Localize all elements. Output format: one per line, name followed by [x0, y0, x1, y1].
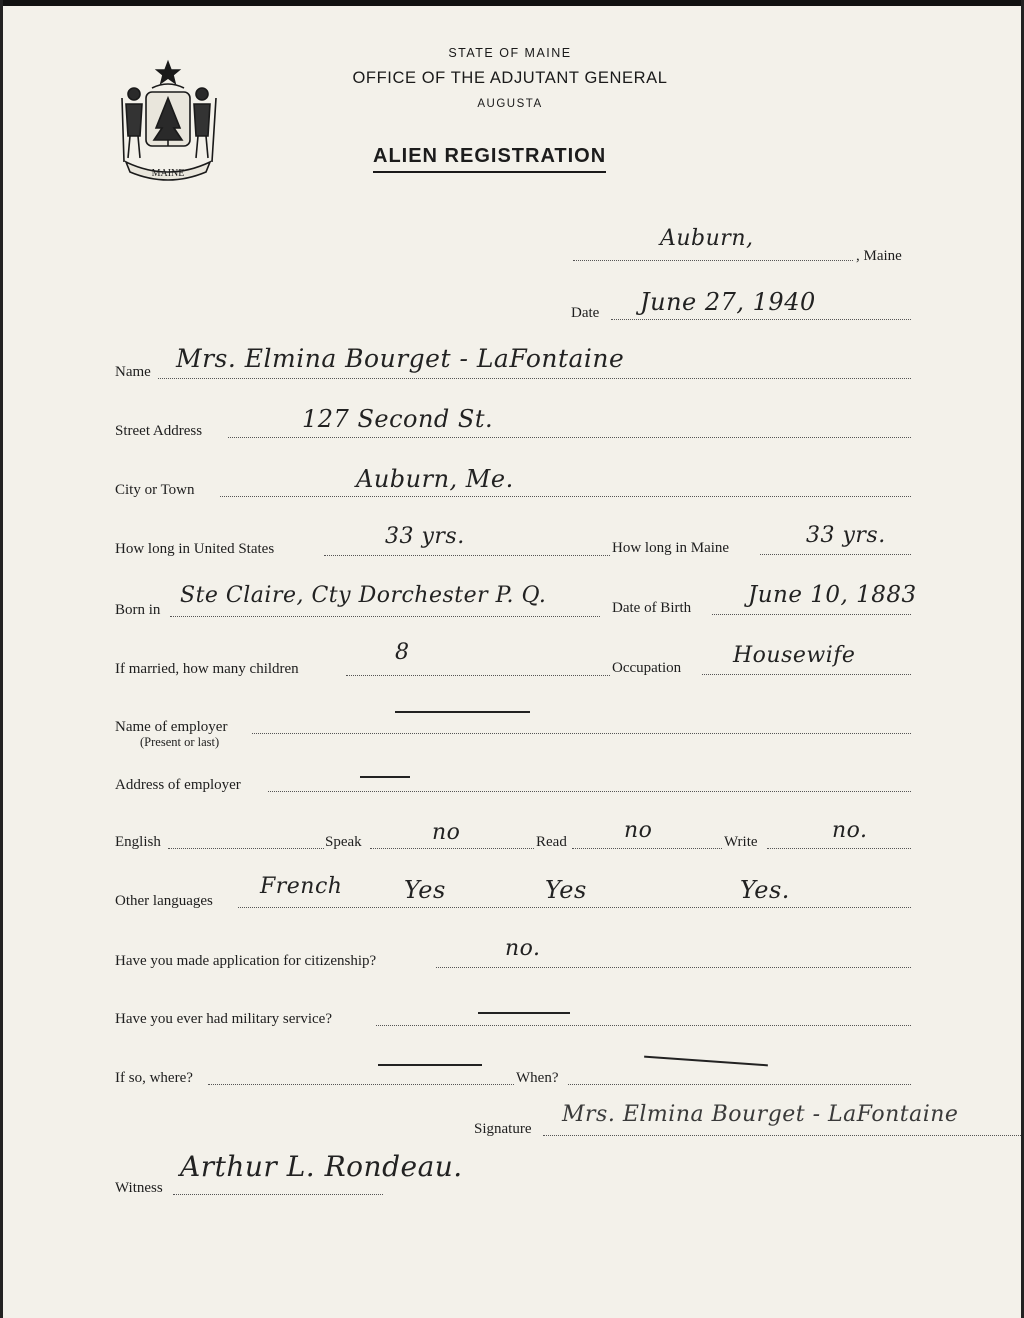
name-line [158, 378, 911, 379]
date-label: Date [571, 305, 600, 321]
other-languages-value: French [260, 874, 343, 899]
city-line [220, 496, 911, 497]
citizenship-value: no. [505, 936, 541, 961]
english-label: English [115, 834, 161, 850]
children-value: 8 [395, 640, 410, 665]
signature-value: Mrs. Elmina Bourget - LaFontaine [562, 1102, 959, 1127]
seal-banner-text: MAINE [151, 168, 185, 179]
street-address-line [228, 437, 911, 438]
header-city: AUGUSTA [477, 98, 543, 110]
military-label: Have you ever had military service? [115, 1011, 332, 1027]
children-line [346, 675, 610, 676]
street-address-value: 127 Second St. [302, 405, 494, 433]
born-in-value: Ste Claire, Cty Dorchester P. Q. [180, 583, 547, 608]
occupation-line [702, 674, 911, 675]
if-so-where-line [208, 1084, 514, 1085]
english-read-value: no [624, 818, 653, 843]
street-address-label: Street Address [115, 423, 203, 439]
name-value: Mrs. Elmina Bourget - LaFontaine [176, 344, 625, 373]
citizenship-line [436, 967, 911, 968]
witness-line [173, 1194, 383, 1195]
signature-label: Signature [474, 1121, 532, 1137]
employer-address-line [268, 791, 911, 792]
other-languages-label: Other languages [115, 893, 213, 909]
english-speak-value: no [432, 820, 461, 845]
scan-edge-left [0, 0, 3, 1318]
other-languages-line [238, 907, 911, 908]
town-line [573, 260, 853, 261]
other-write-value: Yes. [740, 876, 790, 904]
speak-line [370, 848, 534, 849]
other-read-value: Yes [545, 876, 587, 904]
citizenship-label: Have you made application for citizenship? [115, 953, 377, 969]
scan-edge-top [0, 0, 1024, 6]
state-seal-icon [112, 58, 224, 186]
witness-label: Witness [115, 1180, 163, 1196]
maine-label: , Maine [856, 248, 902, 264]
city-value: Auburn, Me. [356, 465, 514, 493]
english-line [168, 848, 324, 849]
name-label: Name [115, 364, 151, 380]
header-office: OFFICE OF THE ADJUTANT GENERAL [352, 69, 668, 87]
write-label: Write [724, 834, 758, 850]
date-of-birth-label: Date of Birth [612, 600, 692, 616]
employer-address-dash [360, 776, 410, 778]
witness-value: Arthur L. Rondeau. [180, 1150, 463, 1183]
when-dash [644, 1056, 768, 1067]
employer-name-dash [395, 711, 530, 713]
write-line [767, 848, 911, 849]
employer-name-label: Name of employer [115, 719, 228, 735]
if-so-where-label: If so, where? [115, 1070, 193, 1086]
read-label: Read [536, 834, 567, 850]
form-title: ALIEN REGISTRATION [373, 145, 606, 173]
employer-name-line [252, 733, 911, 734]
how-long-maine-label: How long in Maine [612, 540, 730, 556]
when-label: When? [516, 1070, 559, 1086]
how-long-us-line [324, 555, 610, 556]
how-long-maine-value: 33 yrs. [806, 523, 886, 548]
signature-line [543, 1135, 1021, 1136]
employer-address-label: Address of employer [115, 777, 241, 793]
town-value: Auburn, [660, 226, 754, 251]
how-long-us-value: 33 yrs. [385, 524, 465, 549]
date-of-birth-value: June 10, 1883 [748, 582, 917, 608]
date-value: June 27, 1940 [640, 288, 816, 316]
english-write-value: no. [832, 818, 868, 843]
born-in-label: Born in [115, 602, 161, 618]
how-long-maine-line [760, 554, 911, 555]
born-in-line [170, 616, 600, 617]
how-long-us-label: How long in United States [115, 541, 275, 557]
if-so-where-dash [378, 1064, 482, 1066]
occupation-value: Housewife [733, 643, 856, 668]
employer-name-sublabel: (Present or last) [140, 735, 220, 749]
date-of-birth-line [712, 614, 911, 615]
date-line [611, 319, 911, 320]
military-dash [478, 1012, 570, 1014]
occupation-label: Occupation [612, 660, 682, 676]
children-label: If married, how many children [115, 661, 299, 677]
header-state: STATE OF MAINE [448, 46, 572, 60]
city-label: City or Town [115, 482, 195, 498]
read-line [572, 848, 722, 849]
speak-label: Speak [325, 834, 362, 850]
when-line [568, 1084, 911, 1085]
other-speak-value: Yes [404, 876, 446, 904]
military-line [376, 1025, 911, 1026]
